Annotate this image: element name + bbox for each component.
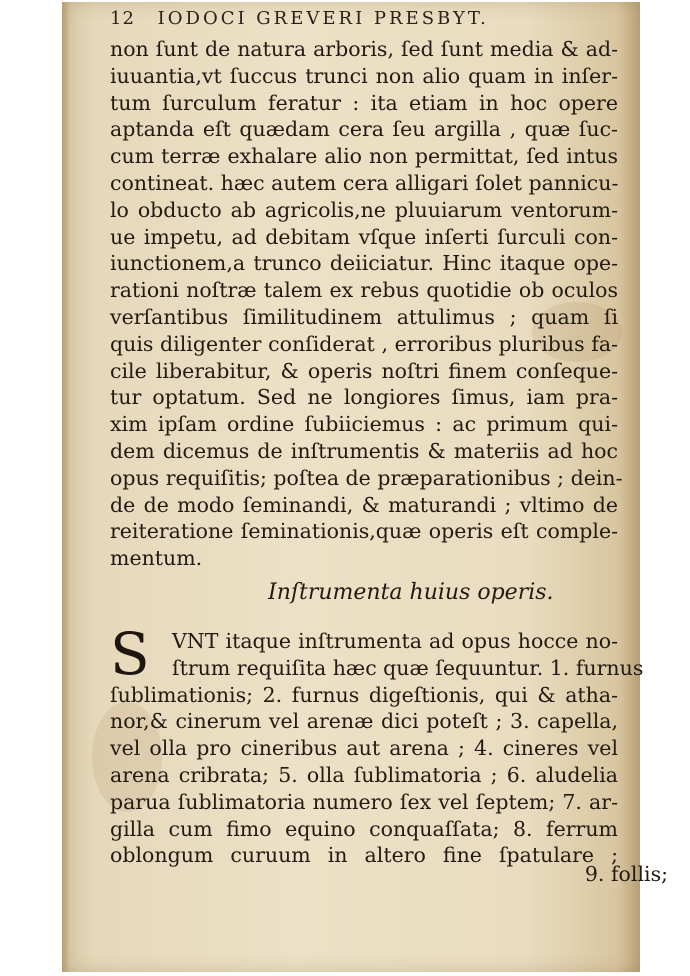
text-line: parua ſublimatoria numero ſex vel ſeptem; 7. ar- <box>110 789 618 814</box>
text-line: vel olla pro cineribus aut arena ; 4. cineres vel <box>110 736 618 761</box>
text-line: non ſunt de natura arboris, ſed ſunt media & ad- <box>110 37 618 61</box>
text-line: reiteratione ſeminationis,quæ operis eſt comple- <box>110 519 618 544</box>
text-line: iunctionem,a trunco deiiciatur. Hinc itaque ope- <box>110 251 618 276</box>
text-line: gilla cum fimo equino conquaſſata; 8. ferrum <box>110 816 618 841</box>
text-line: cile liberabitur, & operis noſtri finem conſeque- <box>110 358 618 383</box>
text-line: tur optatum. Sed ne longiores ſimus, iam pra- <box>110 385 618 410</box>
text-line: aptanda eſt quædam cera ſeu argilla , quæ ſuc- <box>110 117 618 142</box>
text-line: ſtrum requiſita hæc quæ ſequuntur. 1. furnus <box>172 655 644 680</box>
text-line: tum ſurculum feratur : ita etiam in hoc opere <box>110 90 618 115</box>
running-title: IODOCI GREVERI PRESBYT. <box>157 8 489 29</box>
text-line: rationi noſtræ talem ex rebus quotidie ob oculos <box>110 278 618 303</box>
text-line: ue impetu, ad debitam vſque inſerti ſurculi con- <box>110 224 618 249</box>
catchword: 9. follis; <box>584 862 668 886</box>
text-line: lo obducto ab agricolis,ne pluuiarum ventorum- <box>110 197 618 222</box>
text-line: quis diligenter conſiderat , erroribus pluribus fa- <box>110 331 618 356</box>
text-line: nor,& cinerum vel arenæ dici poteſt ; 3. capella, <box>110 709 618 734</box>
section-paragraph <box>110 620 644 869</box>
text-line: VNT itaque inſtrumenta ad opus hocce no- <box>172 629 618 653</box>
text-line: dem dicemus de inſtrumentis & materiis ad hoc <box>110 438 618 463</box>
text-line: ſublimationis; 2. furnus digeſtionis, qui & atha- <box>110 682 618 707</box>
text-line: arena cribrata; 5. olla ſublimatoria ; 6. aludelia <box>110 762 618 787</box>
text-line: mentum. <box>110 546 203 571</box>
text-line: xim ipſam ordine ſubiiciemus : ac primum qui- <box>110 412 618 437</box>
drop-cap: S <box>110 620 150 688</box>
running-header <box>110 8 489 29</box>
main-paragraph <box>110 36 623 572</box>
page-gutter-shadow <box>62 2 70 972</box>
text-line: iuuantia,vt ſuccus trunci non alio quam in inſer- <box>110 63 618 88</box>
text-line: opus requiſitis; poſtea de præparationibus ; dein- <box>110 465 623 490</box>
text-line: oblongum curuum in altero fine ſpatulare ; <box>110 843 618 868</box>
page-number: 12 <box>110 8 135 29</box>
text-line: cum terræ exhalare alio non permittat, ſed intus <box>110 144 618 169</box>
section-heading: Inſtrumenta huius operis. <box>268 580 554 605</box>
text-line: contineat. hæc autem cera alligari ſolet pannicu- <box>110 170 619 195</box>
text-line: verſantibus ſimilitudinem attulimus ; quam ſi <box>110 304 618 329</box>
text-line: de de modo ſeminandi, & maturandi ; vltimo de <box>110 492 618 517</box>
